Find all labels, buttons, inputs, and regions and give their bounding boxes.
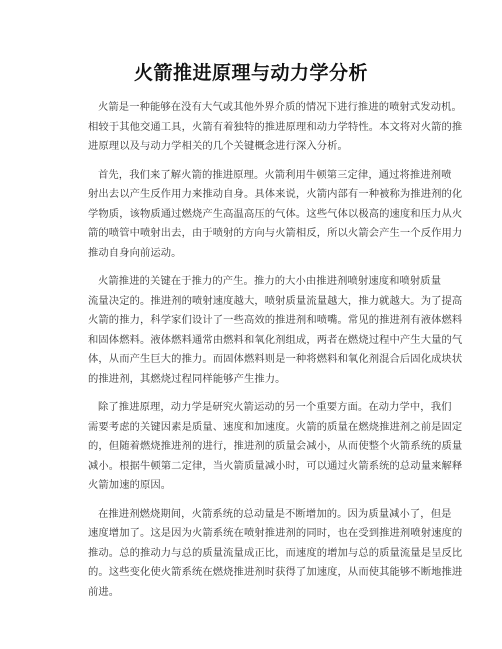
text-line: 火箭加速的原因。 [88,479,172,491]
text-line: 进原理以及与动力学相关的几个关键概念进行深入分析。 [88,140,348,152]
paragraph-2 [88,166,463,264]
text-line: 的，但随着燃烧推进剂的进行，推进剂的质量会减小，从而使整个火箭系统的质量 [88,440,463,452]
text-line: 速度增加了。这是因为火箭系统在喷射推进剂的同时，也在受到推进剂喷射速度的 [88,527,463,539]
paragraph-4 [88,398,463,496]
document-title: 火箭推进原理与动力学分析 [133,62,368,84]
text-line: 相较于其他交通工具，火箭有着独特的推进原理和动力学特性。本文将对火箭的推 [88,120,463,133]
text-line: 需要考虑的关键因素是质量、速度和加速度。火箭的质量在燃烧推进剂之前是固定 [88,420,463,433]
text-line: 推动。总的推动力与总的质量流量成正比，而速度的增加与总的质量流量是呈反比 [88,546,463,559]
text-line: 的推进剂，其燃烧过程同样能够产生推力。 [88,372,286,385]
text-line: 首先，我们来了解火箭的推进原理。火箭利用牛顿第三定律，通过将推进剂喷 [98,168,452,181]
text-line: 学物质，该物质通过燃烧产生高温高压的气体。这些气体以极高的速度和压力从火 [88,207,463,220]
text-line: 流量决定的。推进剂的喷射速度越大，喷射质量流量越大，推力就越大。为了提高 [88,294,463,307]
text-line: 前进。 [88,585,120,598]
text-line: 在推进剂燃烧期间，火箭系统的总动量是不断增加的。因为质量减小了，但是 [98,507,452,520]
paragraph-3 [88,272,463,389]
text-line: 推动自身向前运动。 [88,246,182,259]
text-line: 箭的喷管中喷射出去，由于喷射的方向与火箭相反，所以火箭会产生一个反作用力 [88,227,463,239]
text-line: 火箭的推力，科学家们设计了一些高效的推进剂和喷嘴。常见的推进剂有液体燃料 [88,314,463,326]
paragraph-1 [88,98,463,157]
text-line: 和固体燃料。液体燃料通常由燃料和氧化剂组成，两者在燃烧过程中产生大量的气 [88,333,463,346]
text-line: 体，从而产生巨大的推力。而固体燃料则是一种将燃料和氧化剂混合后固化成块状 [88,353,463,365]
text-line: 火箭推进的关键在于推力的产生。推力的大小由推进剂喷射速度和喷射质量 [98,275,442,287]
text-line: 减小。根据牛顿第二定律，当火箭质量减小时，可以通过火箭系统的总动量来解释 [88,459,463,472]
document-body [88,98,463,611]
text-line: 射出去以产生反作用力来推动自身。具体来说，火箭内部有一种被称为推进剂的化 [88,188,463,200]
text-line: 的。这些变化使火箭系统在燃烧推进剂时获得了加速度，从而使其能够不断地推进 [88,566,463,578]
text-line: 除了推进原理，动力学是研究火箭运动的另一个重要方面。在动力学中，我们 [98,401,452,413]
paragraph-5 [88,505,463,603]
text-line: 火箭是一种能够在没有大气或其他外界介质的情况下进行推进的喷射式发动机。 [98,101,462,113]
